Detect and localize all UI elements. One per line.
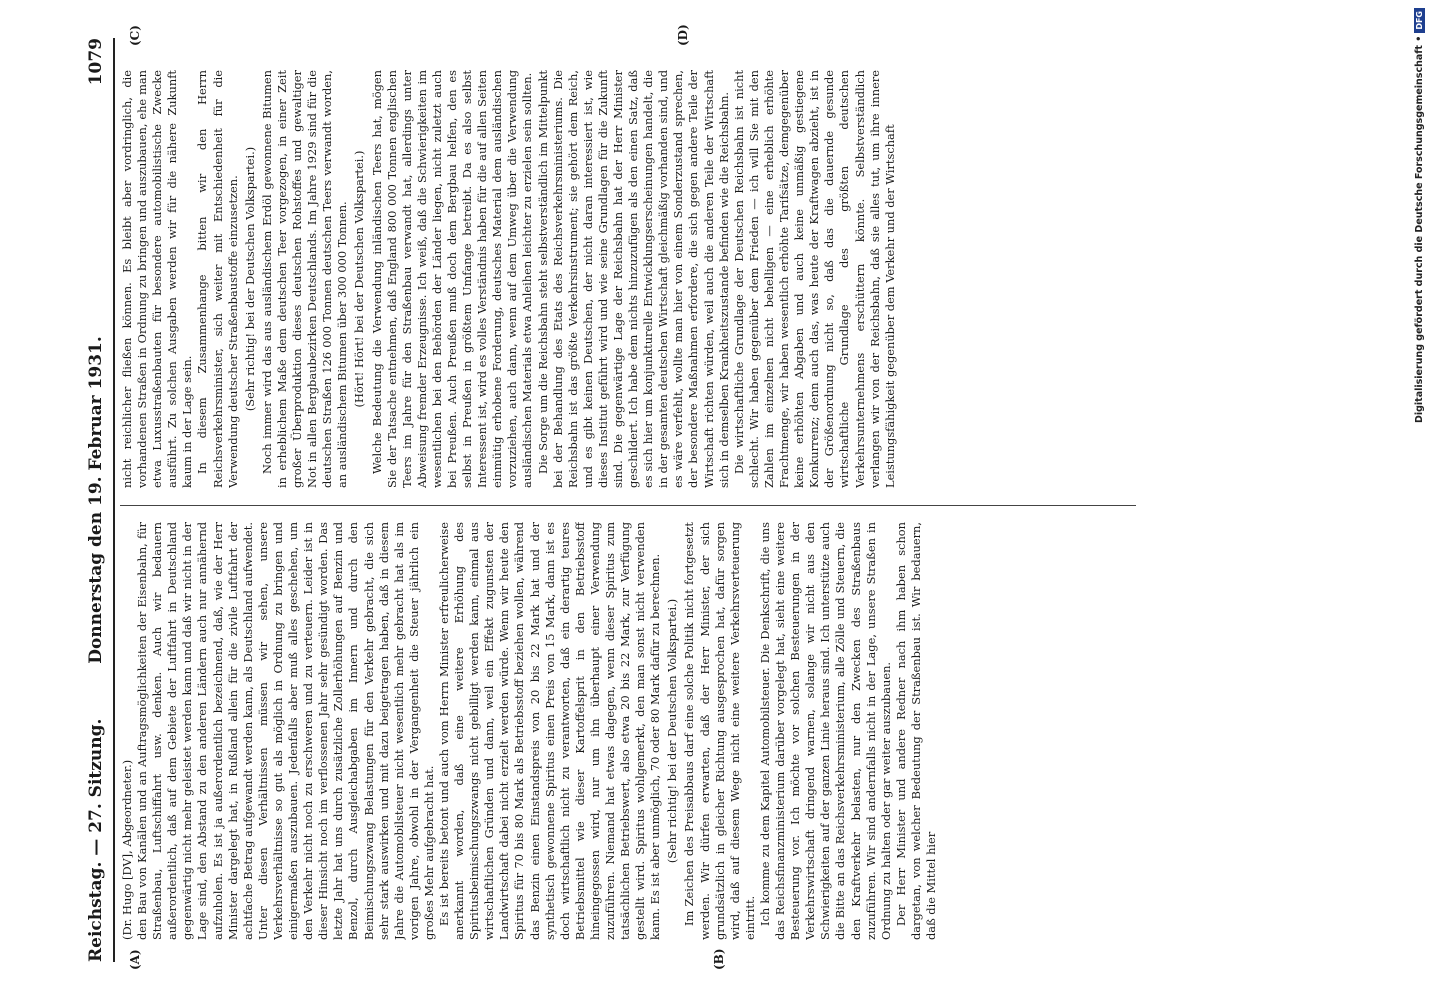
header-left: Reichstag. — 27. Sitzung. [86, 718, 106, 962]
paragraph: Der Herr Minister und andere Redner nach ihm haben schon dargetan, von welcher Bedeutung der Straßenbau ist. Wir bedauern, daß die Mittel hier [893, 522, 938, 940]
page-number: 1079 [86, 38, 106, 86]
margin-marker-b: (B) [712, 948, 726, 970]
left-column [120, 522, 1136, 940]
paragraph: Im Zeichen des Preisabbaus darf eine solche Politik nicht fortgesetzt werden. Wir dürfen erwarten, daß der Herr Minister, der sich grundsätzlich in gleicher Richtung ausgesprochen hat, dafür sorgen wird, daß auf diesem Wege nicht eine weitere Verkehrsverteuerung eintritt. [682, 522, 757, 940]
interjection: (Hört! Hört! bei der Deutschen Volkspartei.) [352, 150, 367, 408]
interjection: (Sehr richtig! bei der Deutschen Volkspartei.) [242, 146, 257, 412]
paragraph: Noch immer wird das aus ausländischem Erdöl gewonnene Bitumen in erheblichem Maße dem deutschen Teer vorgezogen, in einer Zeit großer Überproduktion dieses deutschen Rohstoffes und gewaltiger Not in allen Bergbaubezirken Deutschlands. Im Jahre 1929 sind für die deutschen Straßen 126 000 Tonnen deutschen Teers verwandt worden, an ausländischem Bitumen über 300 000 Tonnen. [259, 70, 350, 488]
margin-marker-c: (C) [128, 25, 142, 46]
header-center: Donnerstag den 19. Februar 1931. [86, 336, 106, 664]
paragraph: Es ist bereits betont und auch vom Herrn Minister erfreulicherweise anerkannt worden, daß eine weitere Erhöhung des Spiritusbeimischungszwangs nicht gebilligt werden kann, einmal aus wirtschaftlichen Gründen und dann, weil ein Effekt zugunsten der Landwirtschaft dabei nicht erzielt werden würde. Wenn wir heute den Spiritus für 70 bis 80 Mark als Betriebsstoff beziehen wollen, während das Benzin einen Einstandspreis von 20 bis 22 Mark hat und der synthetisch gewonnene Spiritus einen Preis von 15 Mark, dann ist es doch wirtschaftlich nicht zu verantworten, daß ein derartig teures Betriebsmittel wie dieser Kartoffelsprit in den Betriebsstoff hineingegossen wird, nur um ihn überhaupt einer Verwendung zuzuführen. Niemand hat etwas dagegen, wenn dieser Spiritus zum tatsächlichen Betriebswert, also etwa 20 bis 22 Mark, zur Verfügung gestellt wird. Spiritus wohlgemerkt, den man sonst nicht verwenden kann. Es ist aber unmöglich, 70 oder 80 Mark dafür zu berechnen. [436, 522, 663, 940]
paragraph: nicht reichlicher fließen können. Es bleibt aber vordringlich, die vorhandenen Straßen in Ordnung zu bringen und auszubauen, ehe man etwa Luxusstraßenbauten für besondere automobilistische Zwecke ausführt. Zu solchen Ausgaben werden wir für die nähere Zukunft kaum in der Lage sein. [120, 70, 195, 488]
page-header [86, 38, 116, 962]
dfg-logo: DFG [1414, 8, 1425, 33]
paragraph: (Dr. Hugo [DV], Abgeordneter.) [120, 759, 134, 940]
header-rule [113, 38, 115, 962]
watermark-text: Digitalisierung gefördert durch die Deutsche Forschungsgemeinschaft • [1414, 35, 1425, 424]
dfg-watermark [1410, 8, 1434, 992]
rotated-page [80, 20, 1140, 980]
paragraph: In diesem Zusammenhange bitten wir den Herrn Reichsverkehrsminister, sich weiter mit Entschiedenheit für die Verwendung deutscher Straßenbaustoffe einzusetzen. [195, 70, 240, 488]
right-column [120, 70, 1136, 488]
paragraph: den Bau von Kanälen und an Auftragsmöglichkeiten der Eisenbahn, für Straßenbau, Luftschiffahrt usw. denken. Auch wir bedauern außerordentlich, daß auf dem Gebiete der Luftfahrt in Deutschland gegenwärtig nicht mehr geleistet werden kann und daß wir nicht in der Lage sind, den Abstand zu den anderen Ländern auch nur annähernd aufzuholen. Es ist ja außerordentlich bezeichnend, daß, wie der Herr Minister dargelegt hat, in Rußland allein für die zivile Luftfahrt der achtfache Betrag aufgewandt werden kann, als Deutschland aufwendet. Unter diesen Verhältnissen müssen wir sehen, unsere Verkehrsverhältnisse so gut als möglich in Ordnung zu bringen und einigermaßen auszubauen. Jedenfalls aber muß alles geschehen, um den Verkehr nicht noch zu erschweren und zu verteuern. Leider ist in dieser Hinsicht noch im verflossenen Jahr sehr gesündigt worden. Das letzte Jahr hat uns durch zusätzliche Zollerhöhungen auf Benzin und Benzol, durch Ausgleichabgaben im Innern und durch den Beimischungszwang Belastungen für den Verkehr gebracht, die sich sehr stark auswirken und mit dazu beigetragen haben, daß in diesem Jahre die Automobilsteuer nicht wesentlich mehr gebracht hat als im vorigen Jahre, obwohl in der Vergangenheit die Steuer jährlich ein großes Mehr aufgebracht hat. [135, 522, 436, 940]
margin-marker-a: (A) [128, 949, 142, 970]
column-divider [120, 505, 1136, 506]
margin-marker-d: (D) [676, 24, 690, 46]
paragraph: Die Sorge um die Reichsbahn steht selbstverständlich im Mittelpunkt bei der Behandlung des Etats des Reichsverkehrsministeriums. Die Reichsbahn ist das größte Verkehrsinstrument; sie gehört dem Reich, und es gibt keinen Deutschen, der nicht daran interessiert ist, wie dieses Institut geführt wird und wie seine Grundlagen für die Zukunft sind. Die gegenwärtige Lage der Reichsbahn hat der Herr Minister geschildert. Ich habe dem nichts hinzuzufügen als den einen Satz, daß es sich hier um konjunkturelle Entwicklungserscheinungen handelt, die in der gesamten deutschen Wirtschaft gleichmäßig vorhanden sind, und es wäre verfehlt, wollte man hier von einem Sonderzustand sprechen, der besondere Maßnahmen erfordere, die sich gegen andere Teile der Wirtschaft richten würden, weil auch die anderen Teile der Wirtschaft sich in demselben Krankheitszustande befinden wie die Reichsbahn. [535, 70, 731, 488]
paragraph: Welche Bedeutung die Verwendung inländischen Teers hat, mögen Sie der Tatsache entnehmen, daß England 800 000 Tonnen englischen Teers im Jahre für den Straßenbau verwandt hat, allerdings unter Abweisung fremder Erzeugnisse. Ich weiß, daß die Schwierigkeiten im wesentlichen bei den Behörden der Länder liegen, nicht zuletzt auch bei Preußen. Auch Preußen muß doch dem Bergbau helfen, den es selbst in Preußen in größtem Umfange betreibt. Da es also selbst Interessent ist, wird es volles Verständnis haben für die auf allen Seiten einmütig erhobene Forderung, deutsches Material dem ausländischen vorzuziehen, auch dann, wenn auf dem Umweg über die Verwendung ausländischen Materials etwa Anleihen leichter zu erzielen sein sollten. [369, 70, 535, 488]
paragraph: Ich komme zu dem Kapitel Automobilsteuer. Die Denkschrift, die uns das Reichsfinanzministerium darüber vorgelegt hat, sieht eine weitere Besteuerung vor. Ich möchte vor solchen Besteuerungen in der Verkehrswirtschaft dringend warnen, solange wir nicht aus den Schwierigkeiten auf der ganzen Linie heraus sind. Ich unterstütze auch die Bitte an das Reichsverkehrsministerium, alle Zölle und Steuern, die den Kraftverkehr belasten, nur den Zwecken des Straßenbaus zuzuführen. Wir sind andernfalls nicht in der Lage, unsere Straßen in Ordnung zu halten oder gar weiter auszubauen. [757, 522, 893, 940]
interjection: (Sehr richtig! bei der Deutschen Volkspartei.) [665, 598, 680, 864]
paragraph: Die wirtschaftliche Grundlage der Deutschen Reichsbahn ist nicht schlecht. Wir haben gegenüber dem Frieden — ich will Sie mit den Zahlen im einzelnen nicht behelligen — eine erheblich erhöhte Frachtmenge, wir haben wesentlich erhöhte Tarifsätze, demgegenüber keine erhöhten Abgaben und auch keine unmäßig gestiegene Konkurrenz; denn auch das, was heute der Kraftwagen abzieht, ist in der Größenordnung nicht so, daß das die dauernde gesunde wirtschaftliche Grundlage des größten deutschen Verkehrsunternehmens erschüttern könnte. Selbstverständlich verlangen wir von der Reichsbahn, daß sie alles tut, um ihre innere Leistungsfähigkeit gegenüber dem Verkehr und der Wirtschaft [731, 70, 897, 488]
